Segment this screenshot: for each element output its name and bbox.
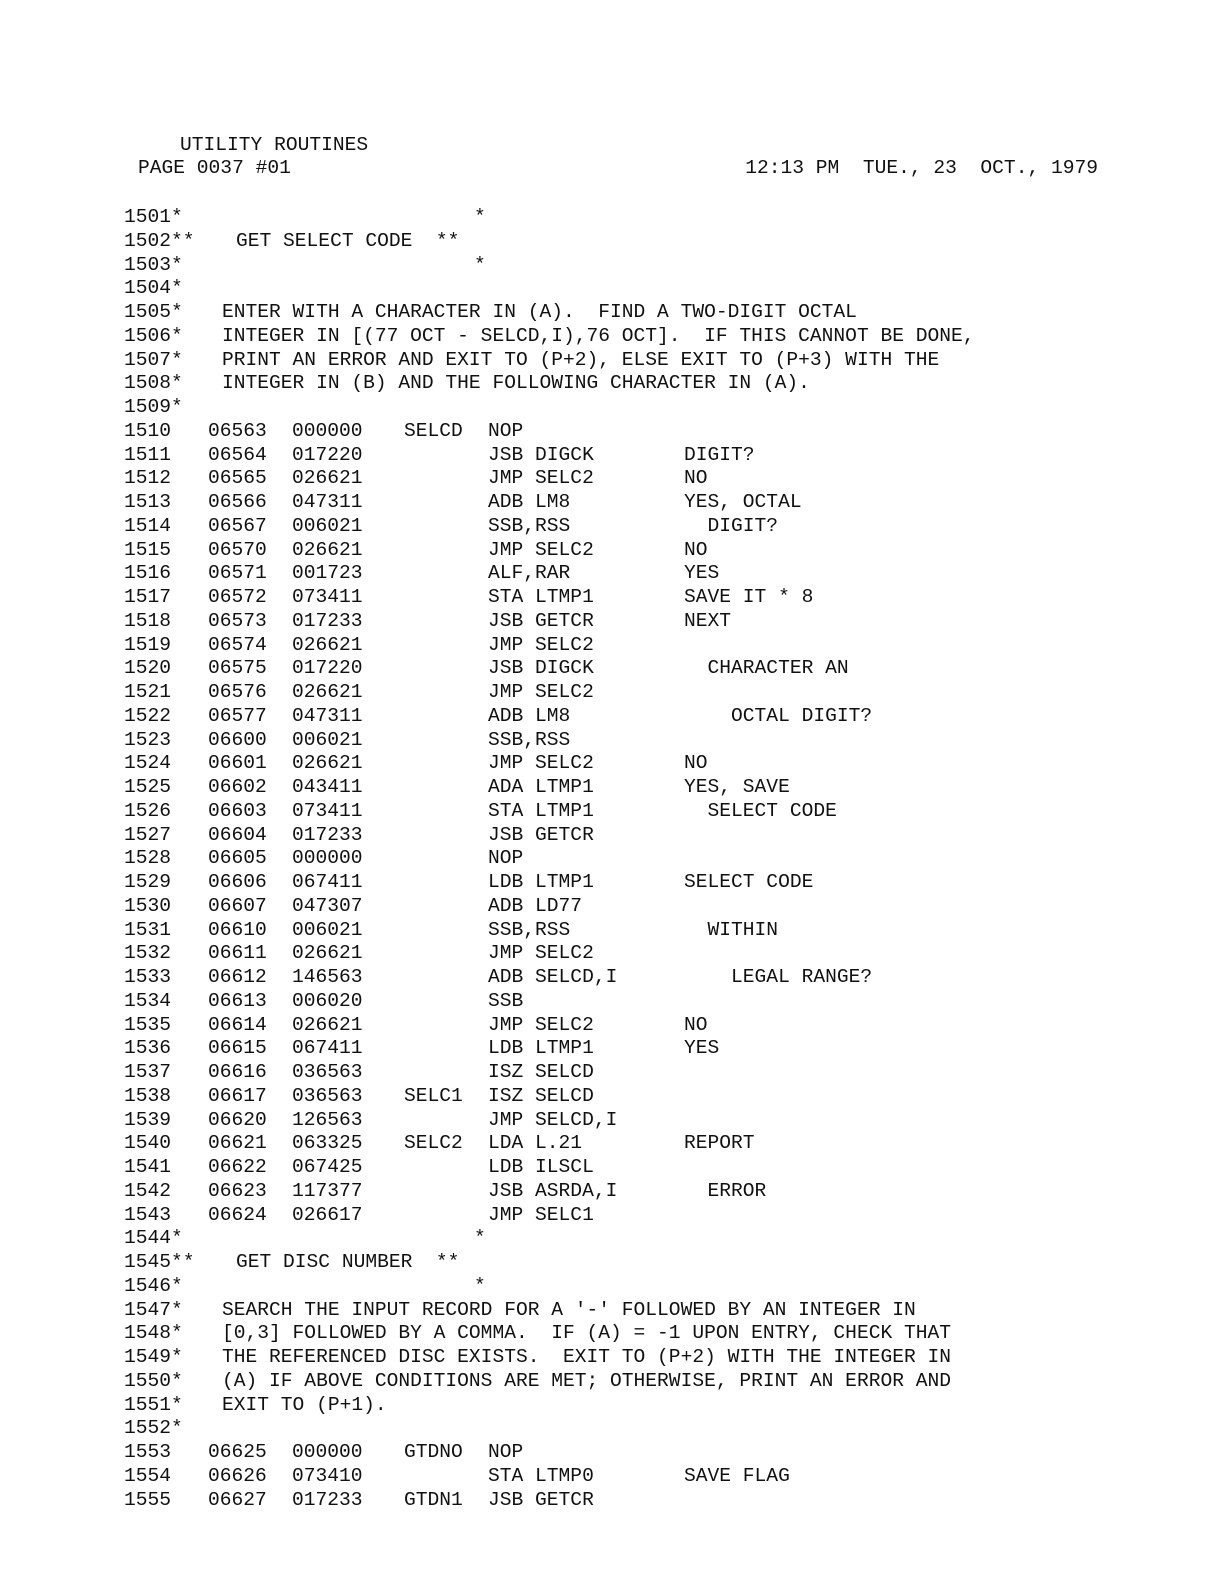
instruction: JSB GETCR [488,1488,594,1511]
line-number: 1517 [124,586,172,608]
listing-line [124,1299,1124,1323]
instruction: NOP [488,847,524,870]
listing-line [124,420,1124,444]
line-number: 1531 [124,918,172,941]
instruction: JMP SELC2 [488,752,594,775]
listing-line [124,1109,1124,1133]
instruction: SSB,RSS [488,728,571,751]
address: 06565 [208,467,267,490]
line-number: 1502** [124,229,195,252]
object-code: 026617 [292,1203,363,1226]
instruction: JSB DIGCK [488,657,594,680]
instruction: NOP [488,1441,524,1463]
listing-line [124,634,1124,658]
listing-line [124,847,1124,871]
address: 06614 [208,1013,267,1036]
line-number: 1529 [124,871,172,893]
address: 06602 [208,776,267,798]
listing-line [124,990,1124,1014]
line-number: 1552* [124,1417,183,1440]
line-number: 1526 [124,799,172,822]
comment: LEGAL RANGE? [684,966,873,988]
listing-line [124,444,1124,468]
instruction: LDB LTMP1 [488,871,594,893]
instruction: SSB,RSS [488,514,571,537]
address: 06567 [208,514,267,537]
address: 06572 [208,586,267,608]
comment-text: INTEGER IN (B) AND THE FOLLOWING CHARACTER IN (A). [222,372,810,395]
listing-line [124,1204,1124,1228]
line-number: 1534 [124,989,172,1012]
address: 06606 [208,871,267,893]
line-number: 1512 [124,467,172,490]
object-code: 017233 [292,609,363,632]
object-code: 017233 [292,823,363,846]
instruction: ADB LD77 [488,894,583,917]
instruction: SSB,RSS [488,918,571,941]
object-code: 026621 [292,1013,363,1036]
object-code: 000000 [292,419,363,442]
object-code: 026621 [292,752,363,775]
address: 06576 [208,681,267,703]
line-number: 1524 [124,752,172,775]
listing-line [124,396,1124,420]
object-code: 026621 [292,467,363,490]
address: 06571 [208,562,267,585]
line-number: 1520 [124,657,172,680]
line-number: 1511 [124,443,172,466]
instruction: JMP SELC2 [488,942,594,965]
address: 06604 [208,823,267,846]
comment-text: ENTER WITH A CHARACTER IN (A). FIND A TWO-DIGIT OCTAL [222,301,857,323]
object-code: 001723 [292,562,363,585]
line-number: 1548* [124,1322,183,1345]
instruction: JSB DIGCK [488,443,594,466]
listing-line [124,824,1124,848]
object-code: 017233 [292,1488,363,1511]
comment: CHARACTER AN [684,657,849,680]
line-number: 1523 [124,728,172,751]
listing-line [124,681,1124,705]
comment: DIGIT? [684,443,755,466]
listing-line [124,1465,1124,1489]
line-number: 1549* [124,1346,183,1368]
line-number: 1510 [124,419,172,442]
line-number: 1507* [124,348,183,371]
instruction: NOP [488,419,524,442]
listing-line [124,1441,1124,1465]
line-number: 1516 [124,562,172,585]
listing-line [124,539,1124,563]
address: 06574 [208,633,267,656]
address: 06607 [208,894,267,917]
asterisk: * [474,1274,486,1297]
object-code: 043411 [292,776,363,798]
object-code: 036563 [292,1061,363,1083]
address: 06575 [208,657,267,680]
section-heading: GET DISC NUMBER ** [236,1251,460,1273]
object-code: 026621 [292,538,363,561]
line-number: 1530 [124,894,172,917]
address: 06566 [208,491,267,513]
line-number: 1554 [124,1464,172,1487]
listing-line [124,254,1124,278]
asterisk: * [474,253,486,276]
label: GTDNO [404,1441,463,1463]
instruction: ISZ SELCD [488,1061,594,1083]
listing-line [124,1061,1124,1085]
comment: NO [684,538,708,561]
line-number: 1546* [124,1274,183,1297]
instruction: JMP SELC1 [488,1203,594,1226]
listing-line [124,230,1124,254]
listing-line [124,1394,1124,1418]
listing-line [124,752,1124,776]
object-code: 006021 [292,514,363,537]
line-number: 1532 [124,942,172,965]
instruction: ADA LTMP1 [488,776,594,798]
instruction: ISZ SELCD [488,1084,594,1107]
comment-text: (A) IF ABOVE CONDITIONS ARE MET; OTHERWISE, PRINT AN ERROR AND [222,1369,952,1392]
listing-line [124,1251,1124,1275]
listing-line [124,586,1124,610]
line-number: 1555 [124,1488,172,1511]
line-number: 1509* [124,396,183,418]
instruction: JMP SELCD,I [488,1108,618,1131]
object-code: 017220 [292,443,363,466]
line-number: 1527 [124,823,172,846]
instruction: JSB ASRDA,I [488,1179,618,1202]
comment: YES, OCTAL [684,491,802,513]
comment: NEXT [684,609,732,632]
comment: WITHIN [684,918,779,941]
object-code: 067425 [292,1156,363,1178]
line-number: 1506* [124,324,183,347]
address: 06621 [208,1132,267,1155]
object-code: 117377 [292,1179,363,1202]
address: 06625 [208,1441,267,1463]
listing-line [124,349,1124,373]
object-code: 006020 [292,989,363,1012]
listing-line [124,1322,1124,1346]
object-code: 067411 [292,1037,363,1060]
listing-line [124,325,1124,349]
section-heading: GET SELECT CODE ** [236,229,460,252]
object-code: 063325 [292,1132,363,1155]
listing-line [124,1275,1124,1299]
listing-line [124,919,1124,943]
line-number: 1540 [124,1132,172,1155]
listing-line [124,729,1124,753]
print-timestamp: 12:13 PM TUE., 23 OCT., 1979 [745,157,1098,179]
line-number: 1533 [124,966,172,988]
line-number: 1544* [124,1227,183,1250]
comment: OCTAL DIGIT? [684,704,873,727]
instruction: STA LTMP1 [488,799,594,822]
address: 06600 [208,728,267,751]
comment: YES, SAVE [684,776,790,798]
line-number: 1505* [124,301,183,323]
listing-line [124,1037,1124,1061]
comment: YES [684,1037,720,1060]
instruction: JMP SELC2 [488,1013,594,1036]
label: SELC2 [404,1132,463,1155]
address: 06613 [208,989,267,1012]
address: 06623 [208,1179,267,1202]
instruction: ADB SELCD,I [488,966,618,988]
address: 06603 [208,799,267,822]
instruction: JMP SELC2 [488,538,594,561]
address: 06570 [208,538,267,561]
address: 06615 [208,1037,267,1060]
line-number: 1550* [124,1369,183,1392]
listing-line [124,871,1124,895]
address: 06601 [208,752,267,775]
comment: NO [684,1013,708,1036]
line-number: 1539 [124,1108,172,1131]
listing-line [124,942,1124,966]
comment-text: [0,3] FOLLOWED BY A COMMA. IF (A) = -1 UPON ENTRY, CHECK THAT [222,1322,952,1345]
object-code: 047311 [292,491,363,513]
listing-line [124,1370,1124,1394]
listing-line [124,301,1124,325]
listing-line [124,372,1124,396]
label: SELCD [404,419,463,442]
object-code: 073411 [292,799,363,822]
listing-line [124,277,1124,301]
section-title: UTILITY ROUTINES [180,134,369,156]
instruction: JSB GETCR [488,823,594,846]
object-code: 047311 [292,704,363,727]
listing-line [124,1132,1124,1156]
listing-line [124,1227,1124,1251]
line-number: 1545** [124,1251,195,1273]
line-number: 1522 [124,704,172,727]
comment-text: SEARCH THE INPUT RECORD FOR A '-' FOLLOWED BY AN INTEGER IN [222,1298,916,1321]
line-number: 1515 [124,538,172,561]
listing-line [124,657,1124,681]
line-number: 1536 [124,1037,172,1060]
address: 06611 [208,942,267,965]
address: 06573 [208,609,267,632]
listing-line [124,206,1124,230]
address: 06605 [208,847,267,870]
listing-line [124,800,1124,824]
listing-line [124,562,1124,586]
comment: ERROR [684,1179,767,1202]
comment-text: INTEGER IN [(77 OCT - SELCD,I),76 OCT]. IF THIS CANNOT BE DONE, [222,324,975,347]
listing-line [124,1085,1124,1109]
comment: NO [684,752,708,775]
object-code: 026621 [292,633,363,656]
object-code: 006021 [292,728,363,751]
object-code: 026621 [292,942,363,965]
instruction: JSB GETCR [488,609,594,632]
instruction: LDB LTMP1 [488,1037,594,1060]
instruction: JMP SELC2 [488,681,594,703]
comment: SAVE FLAG [684,1464,790,1487]
line-number: 1521 [124,681,172,703]
line-number: 1537 [124,1061,172,1083]
listing-line [124,1014,1124,1038]
address: 06620 [208,1108,267,1131]
listing-line [124,1417,1124,1441]
line-number: 1514 [124,514,172,537]
listing-line [124,467,1124,491]
address: 06577 [208,704,267,727]
address: 06626 [208,1464,267,1487]
line-number: 1541 [124,1156,172,1178]
asterisk: * [474,206,486,228]
listing-line [124,610,1124,634]
object-code: 017220 [292,657,363,680]
listing-line [124,1346,1124,1370]
object-code: 026621 [292,681,363,703]
instruction: ADB LM8 [488,704,571,727]
address: 06563 [208,419,267,442]
instruction: STA LTMP1 [488,586,594,608]
address: 06564 [208,443,267,466]
object-code: 146563 [292,966,363,988]
comment: SAVE IT * 8 [684,586,814,608]
instruction: STA LTMP0 [488,1464,594,1487]
address: 06610 [208,918,267,941]
listing-line [124,705,1124,729]
listing-line [124,1489,1124,1513]
address: 06612 [208,966,267,988]
instruction: LDA L.21 [488,1132,583,1155]
listing-line [124,491,1124,515]
object-code: 036563 [292,1084,363,1107]
line-number: 1551* [124,1393,183,1416]
line-number: 1508* [124,372,183,395]
object-code: 073411 [292,586,363,608]
line-number: 1525 [124,776,172,798]
instruction: JMP SELC2 [488,633,594,656]
line-number: 1553 [124,1441,172,1463]
listing-line [124,1180,1124,1204]
object-code: 000000 [292,1441,363,1463]
comment-text: EXIT TO (P+1). [222,1393,387,1416]
comment: YES [684,562,720,585]
line-number: 1538 [124,1084,172,1107]
listing-line [124,966,1124,990]
line-number: 1535 [124,1013,172,1036]
comment-text: THE REFERENCED DISC EXISTS. EXIT TO (P+2) WITH THE INTEGER IN [222,1346,952,1368]
line-number: 1513 [124,491,172,513]
comment: DIGIT? [684,514,779,537]
line-number: 1547* [124,1298,183,1321]
instruction: ADB LM8 [488,491,571,513]
comment: SELECT CODE [684,799,837,822]
line-number: 1519 [124,633,172,656]
assembly-listing [124,206,1124,1512]
line-number: 1501* [124,206,183,228]
object-code: 126563 [292,1108,363,1131]
address: 06624 [208,1203,267,1226]
label: GTDN1 [404,1488,463,1511]
line-number: 1543 [124,1203,172,1226]
object-code: 000000 [292,847,363,870]
address: 06622 [208,1156,267,1178]
instruction: JMP SELC2 [488,467,594,490]
listing-line [124,895,1124,919]
listing-line [124,776,1124,800]
line-number: 1528 [124,847,172,870]
listing-line [124,515,1124,539]
line-number: 1504* [124,277,183,300]
instruction: LDB ILSCL [488,1156,594,1178]
instruction: ALF,RAR [488,562,571,585]
line-number: 1542 [124,1179,172,1202]
comment: REPORT [684,1132,755,1155]
comment-text: PRINT AN ERROR AND EXIT TO (P+2), ELSE EXIT TO (P+3) WITH THE [222,348,940,371]
object-code: 073410 [292,1464,363,1487]
object-code: 067411 [292,871,363,893]
object-code: 047307 [292,894,363,917]
object-code: 006021 [292,918,363,941]
comment: SELECT CODE [684,871,814,893]
line-number: 1518 [124,609,172,632]
instruction: SSB [488,989,524,1012]
listing-line [124,1156,1124,1180]
address: 06616 [208,1061,267,1083]
line-number: 1503* [124,253,183,276]
address: 06617 [208,1084,267,1107]
address: 06627 [208,1488,267,1511]
asterisk: * [474,1227,486,1250]
label: SELC1 [404,1084,463,1107]
comment: NO [684,467,708,490]
page-number: PAGE 0037 #01 [138,157,291,179]
